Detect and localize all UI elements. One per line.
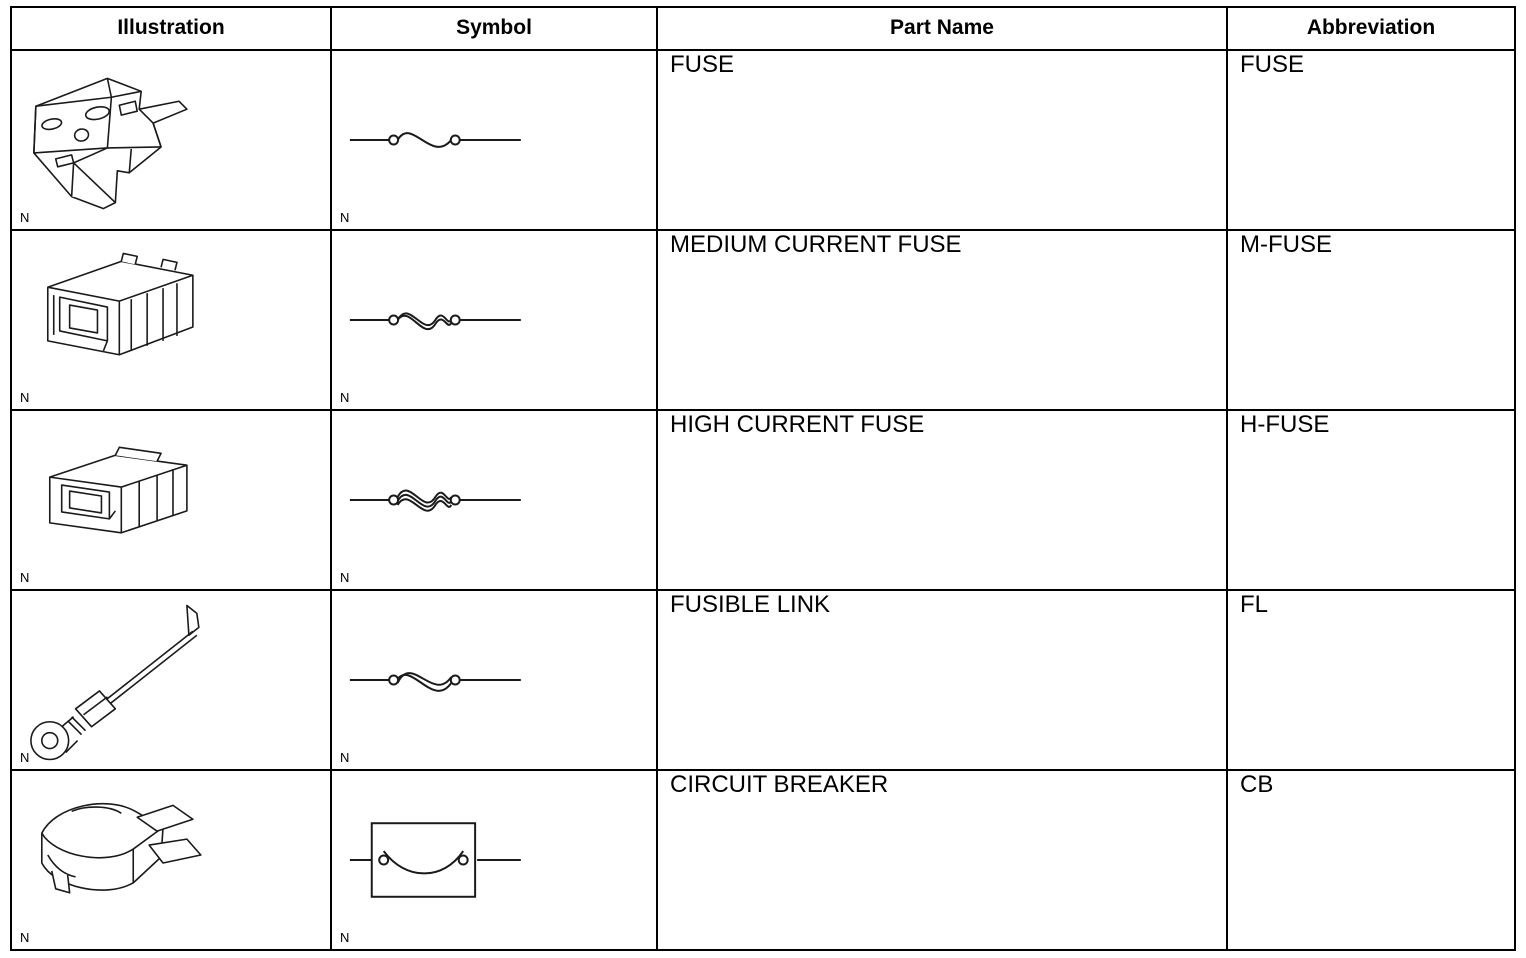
symbol-cell [331,590,657,770]
symbol-mark: N [340,390,350,405]
fusible-link-illustration [12,591,330,769]
column-header-illustration: Illustration [11,7,331,50]
illustration-mark: N [20,750,30,765]
table-row [11,590,1515,770]
symbol-mark: N [340,570,350,585]
part-name-cell [657,410,1227,590]
abbreviation-value: CB [1240,771,1274,798]
part-name-value: FUSE [670,51,735,78]
abbreviation-cell [1227,410,1515,590]
part-name-value: CIRCUIT BREAKER [670,771,889,798]
illustration-mark: N [20,390,30,405]
component-legend-table [10,6,1516,951]
abbreviation-cell [1227,770,1515,950]
fuse-symbol-double-wave [332,231,656,409]
table-header-row [11,7,1515,50]
symbol-mark: N [340,930,350,945]
part-name-cell [657,230,1227,410]
illustration-cell [11,770,331,950]
symbol-cell [331,230,657,410]
symbol-cell [331,410,657,590]
part-name-value: HIGH CURRENT FUSE [670,411,925,438]
illustration-cell [11,590,331,770]
illustration-cell [11,230,331,410]
high-current-fuse-illustration [12,411,330,589]
abbreviation-value: FUSE [1240,51,1305,78]
symbol-cell [331,770,657,950]
fuse-symbol-triple-wave [332,411,656,589]
part-name-cell [657,590,1227,770]
part-name-value: FUSIBLE LINK [670,591,831,618]
illustration-mark: N [20,210,30,225]
symbol-mark: N [340,210,350,225]
circuit-breaker-symbol [332,771,656,949]
abbreviation-cell [1227,230,1515,410]
abbreviation-value: H-FUSE [1240,411,1330,438]
symbol-cell [331,50,657,230]
part-name-value: MEDIUM CURRENT FUSE [670,231,962,258]
part-name-cell [657,50,1227,230]
column-header-abbreviation: Abbreviation [1227,7,1515,50]
abbreviation-value: M-FUSE [1240,231,1332,258]
fusible-link-symbol [332,591,656,769]
part-name-cell [657,770,1227,950]
column-header-symbol: Symbol [331,7,657,50]
table-row [11,230,1515,410]
table-row [11,50,1515,230]
abbreviation-value: FL [1240,591,1269,618]
blade-fuse-illustration [12,51,330,229]
table-row [11,410,1515,590]
column-header-part-name: Part Name [657,7,1227,50]
illustration-mark: N [20,930,30,945]
circuit-breaker-illustration [12,771,330,949]
abbreviation-cell [1227,50,1515,230]
symbol-mark: N [340,750,350,765]
illustration-cell [11,50,331,230]
illustration-mark: N [20,570,30,585]
fuse-symbol-single-wave [332,51,656,229]
illustration-cell [11,410,331,590]
medium-current-fuse-illustration [12,231,330,409]
abbreviation-cell [1227,590,1515,770]
table-row [11,770,1515,950]
